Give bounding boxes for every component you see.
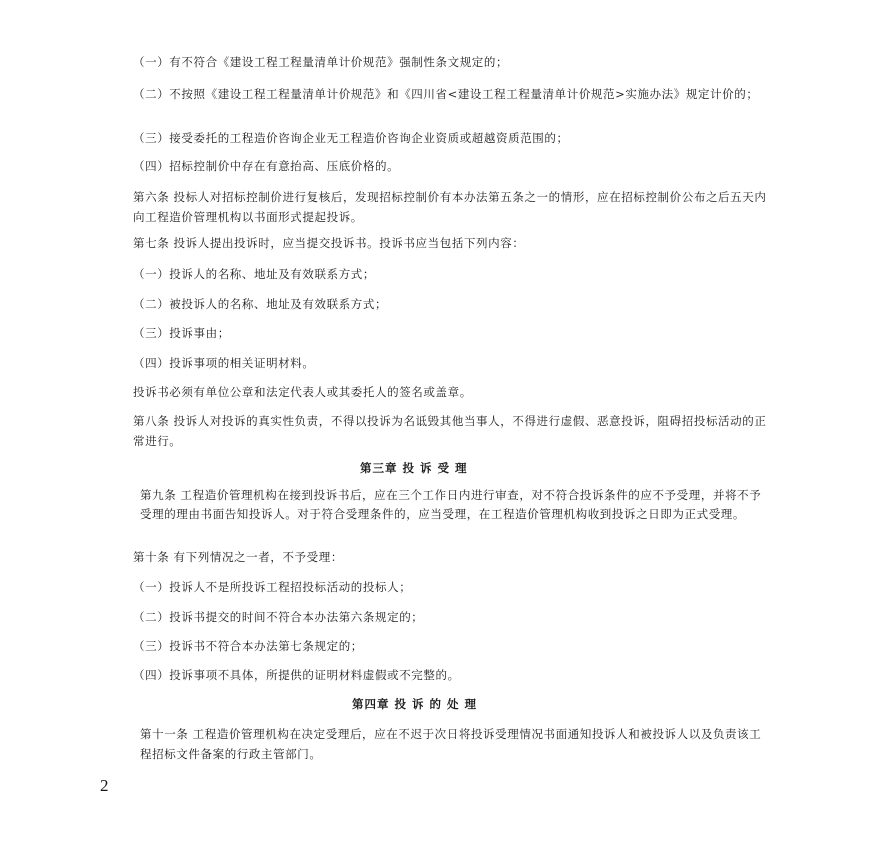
article-9: 第九条 工程造价管理机构在接到投诉书后，应在三个工作日内进行审查，对不符合投诉条件的应不予受理，并将不予受理的理由书面告知投诉人。对于符合受理条件的，应当受理，在工程造价管理机构收到投诉之日即为正式受理。 bbox=[140, 488, 762, 521]
paragraph-item-2-text: （二）不按照《建设工程工程量清单计价规范》和《四川省<建设工程工程量清单计价规范>实施办法》规定计价的； bbox=[133, 87, 759, 101]
article-7-item-1: （一）投诉人的名称、地址及有效联系方式； bbox=[133, 267, 375, 281]
paragraph-item-1: （一）有不符合《建设工程工程量清单计价规范》强制性条文规定的； bbox=[133, 55, 509, 69]
paragraph-item-4: （四）招标控制价中存在有意抬高、压底价格的。 bbox=[133, 159, 400, 173]
chapter-4-heading: 第四章 投 诉 的 处 理 bbox=[352, 697, 478, 711]
page-number: 2 bbox=[100, 776, 109, 795]
chapter-3-heading: 第三章 投 诉 受 理 bbox=[360, 461, 468, 475]
article-7-item-2: （二）被投诉人的名称、地址及有效联系方式； bbox=[133, 297, 388, 311]
article-10-item-2: （二）投诉书提交的时间不符合本办法第六条规定的； bbox=[133, 610, 424, 624]
paragraph-item-3: （三）接受委托的工程造价咨询企业无工程造价咨询企业资质或超越资质范围的； bbox=[133, 131, 569, 145]
article-10-item-1: （一）投诉人不是所投诉工程招投标活动的投标人； bbox=[133, 580, 412, 594]
article-11: 第十一条 工程造价管理机构在决定受理后，应在不迟于次日将投诉受理情况书面通知投诉人和被投诉人以及负责该工程招标文件备案的行政主管部门。 bbox=[140, 727, 762, 761]
article-7-item-3: （三）投诉事由； bbox=[133, 326, 230, 340]
article-10-item-3: （三）投诉书不符合本办法第七条规定的； bbox=[133, 639, 363, 653]
article-6: 第六条 投标人对招标控制价进行复核后，发现招标控制价有本办法第五条之一的情形，应在招标控制价公布之后五天内向工程造价管理机构以书面形式提起投诉。 bbox=[133, 190, 767, 224]
article-10: 第十条 有下列情况之一者，不予受理： bbox=[133, 550, 343, 564]
article-7-item-4: （四）投诉事项的相关证明材料。 bbox=[133, 356, 315, 370]
complaint-signature-note: 投诉书必须有单位公章和法定代表人或其委托人的签名或盖章。 bbox=[133, 385, 472, 399]
article-8: 第八条 投诉人对投诉的真实性负责，不得以投诉为名诋毁其他当事人，不得进行虚假、恶意投诉，阻碍招投标活动的正常进行。 bbox=[133, 414, 767, 448]
article-10-item-4: （四）投诉事项不具体，所提供的证明材料虚假或不完整的。 bbox=[133, 668, 460, 682]
paragraph-item-2 bbox=[133, 84, 773, 104]
article-7: 第七条 投诉人提出投诉时，应当提交投诉书。投诉书应当包括下列内容： bbox=[133, 236, 525, 250]
